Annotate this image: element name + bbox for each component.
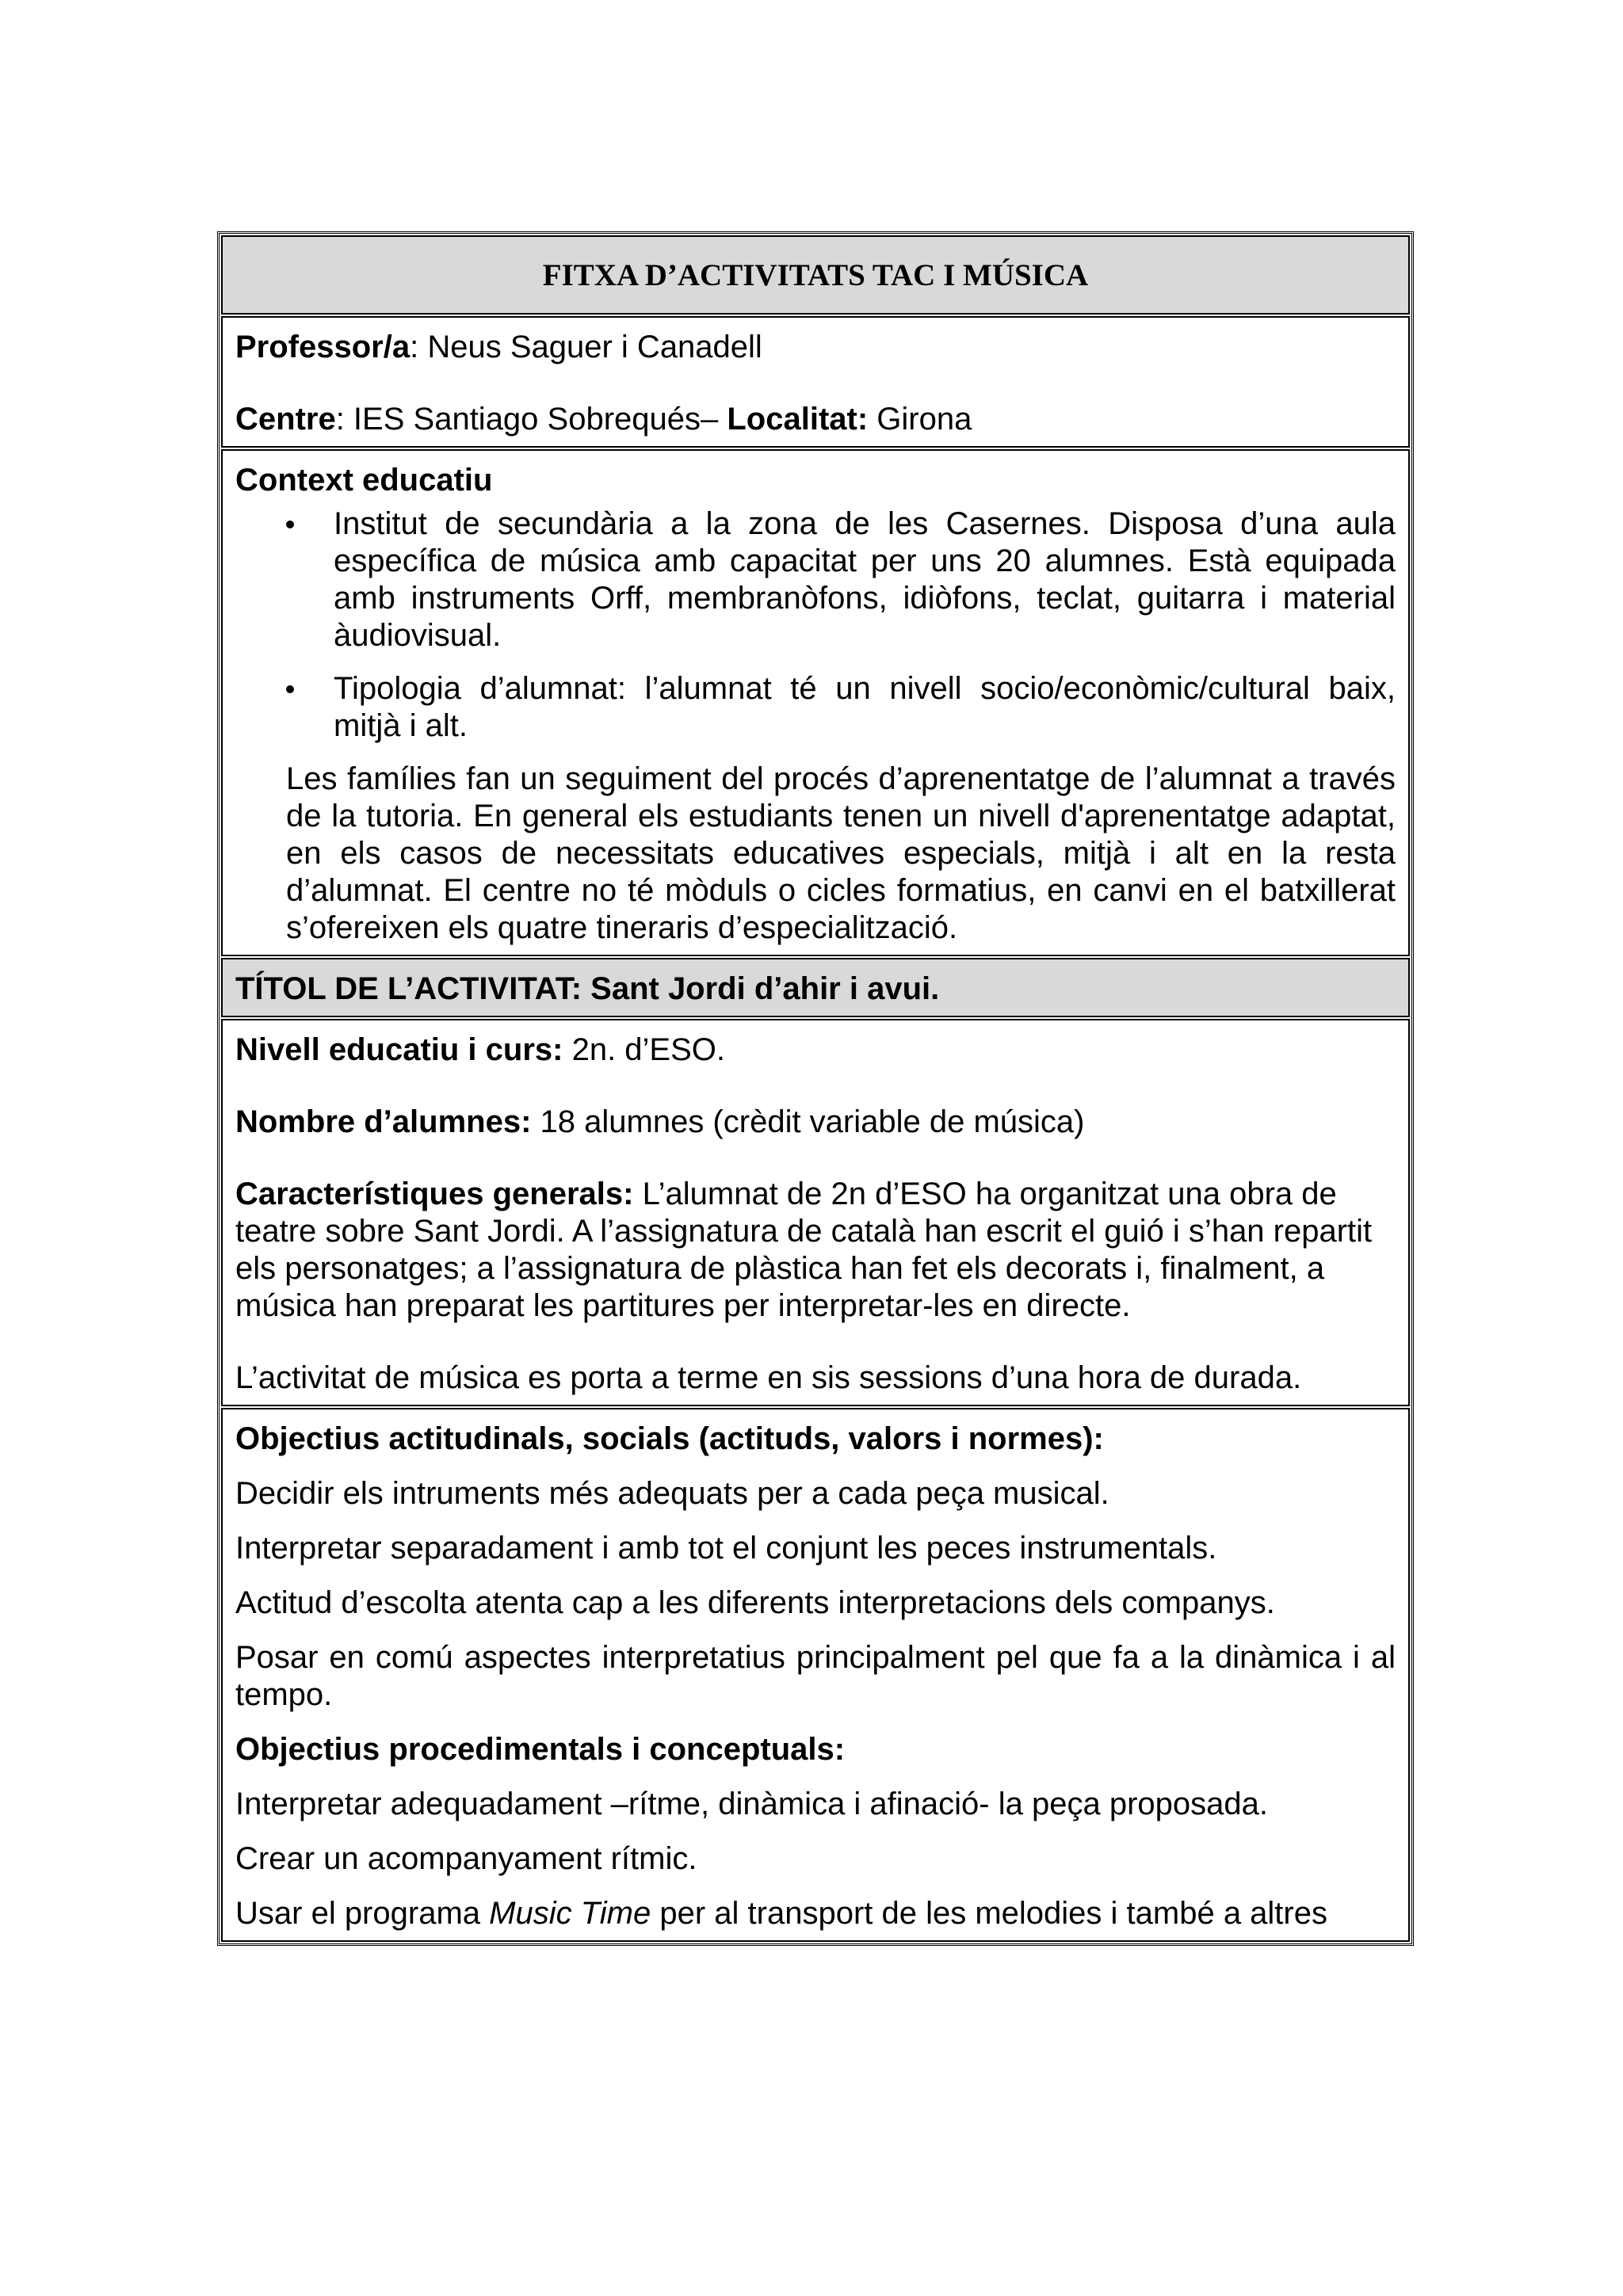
centre-label: Centre	[235, 402, 336, 437]
list-item: Decidir els intruments més adequats per a cada peça musical.	[235, 1476, 1109, 1511]
list-item: Tipologia d’alumnat: l’alumnat té un nivell socio/econòmic/cultural baix, mitjà i alt.	[235, 670, 1396, 745]
students-label: Nombre d’alumnes:	[235, 1104, 532, 1139]
context-section	[221, 449, 1410, 956]
music-time-line: Usar el programa Music Time per al transport de les melodies i també a altres	[235, 1896, 1327, 1931]
list-item: Posar en comú aspectes interpretatius principalment pel que fa a la dinàmica i al tempo.	[235, 1640, 1396, 1712]
locality-label: Localitat:	[727, 402, 869, 437]
details-section	[221, 1019, 1410, 1406]
centre-line	[235, 401, 1396, 438]
locality-value: Girona	[868, 402, 972, 437]
students-value: 18 alumnes (crèdit variable de música)	[531, 1104, 1085, 1139]
objectives-section	[221, 1408, 1410, 1942]
bullet-icon	[286, 521, 294, 528]
procedural-heading: Objectius procedimentals i conceptuals:	[235, 1732, 846, 1767]
activity-sheet	[217, 231, 1414, 1946]
centre-value: : IES Santiago Sobrequés–	[335, 402, 727, 437]
sessions-line: L’activitat de música es porta a terme en sis sessions d’una hora de durada.	[235, 1360, 1302, 1395]
bullet-icon	[286, 685, 294, 693]
features-value: L’alumnat de 2n d’ESO ha organitzat una obra de teatre sobre Sant Jordi. A l’assignatura de català han escrit el guió i s’han repartit els personatges; a l’assignatura de plàstica han fet els decorats i, finalment, a música han preparat les partitures per interpretar-les en directe.	[235, 1177, 1373, 1323]
context-heading: Context educatiu	[235, 463, 493, 498]
level-value: 2n. d’ESO.	[563, 1032, 726, 1067]
software-name: Music Time	[489, 1896, 651, 1931]
list-item: Interpretar adequadament –rítme, dinàmica i afinació- la peça proposada.	[235, 1787, 1268, 1821]
sheet-header	[221, 235, 1410, 315]
teacher-line	[235, 329, 1396, 366]
attitudinal-heading: Objectius actitudinals, socials (actituds, valors i normes):	[235, 1421, 1104, 1456]
list-item: Actitud d’escolta atenta cap a les diferents interpretacions dels companys.	[235, 1585, 1275, 1620]
list-item: Crear un acompanyament rítmic.	[235, 1841, 697, 1876]
context-paragraph: Les famílies fan un seguiment del procés d’aprenentatge de l’alumnat a través de la tutoria. En general els estudiants tenen un nivell d'aprenentatge adaptat, en els casos de necessitats educatives especials, mitjà i alt en la resta d’alumnat. El centre no té mòduls o cicles formatius, en canvi en el batxillerat s’ofereixen els quatre tineraris d’especialització.	[286, 761, 1396, 945]
level-label: Nivell educatiu i curs:	[235, 1032, 563, 1067]
activity-title: TÍTOL DE L’ACTIVITAT: Sant Jordi d’ahir i avui.	[235, 971, 940, 1006]
features-line	[235, 1176, 1396, 1325]
context-bullet-list	[235, 505, 1396, 745]
teacher-label: Professor/a	[235, 330, 411, 364]
students-line	[235, 1104, 1396, 1141]
features-label: Característiques generals:	[235, 1177, 634, 1211]
level-line	[235, 1032, 1396, 1069]
activity-title-section	[221, 958, 1410, 1017]
teacher-centre-section	[221, 316, 1410, 448]
list-item: Institut de secundària a la zona de les Casernes. Disposa d’una aula específica de música amb capacitat per uns 20 alumnes. Està equipada amb instruments Orff, membranòfons, idiòfons, teclat, guitarra i material àudiovisual.	[235, 505, 1396, 654]
sheet-title: FITXA D’ACTIVITATS TAC I MÚSICA	[542, 257, 1089, 292]
teacher-value: : Neus Saguer i Canadell	[410, 330, 762, 364]
list-item: Interpretar separadament i amb tot el conjunt les peces instrumentals.	[235, 1531, 1217, 1566]
